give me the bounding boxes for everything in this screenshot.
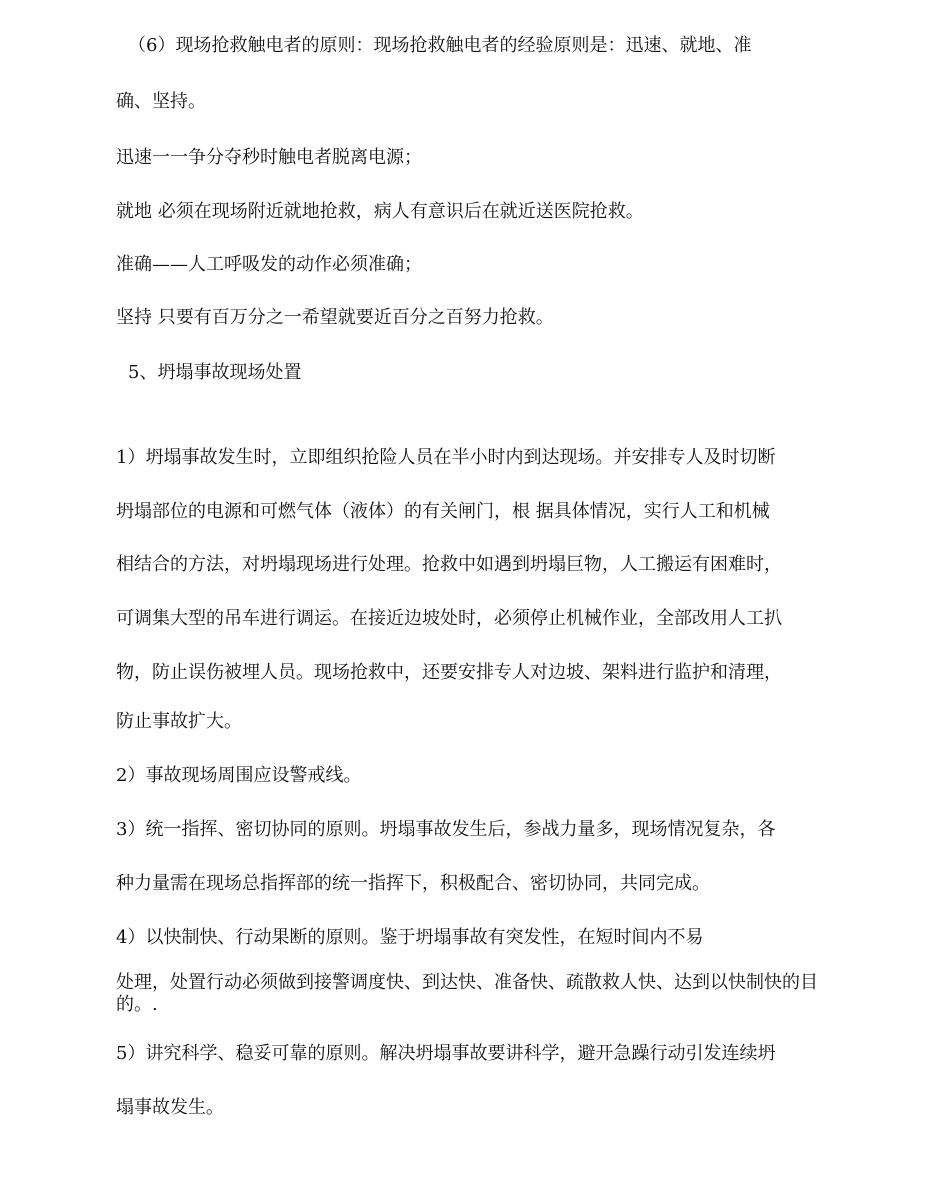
- collapse-para3-line2: 种力量需在现场总指挥部的统一指挥下，积极配合、密切协同，共同完成。: [116, 873, 710, 894]
- collapse-para5-line2: 塌事故发生。: [116, 1097, 224, 1118]
- collapse-para1-line5: 物，防止误伤被埋人员。现场抢救中，还要安排专人对边坡、架料进行监护和清理，: [116, 662, 782, 683]
- section6-heading-line2: 确、坚持。: [116, 91, 206, 112]
- section6-heading-line1: （6）现场抢救触电者的原则：现场抢救触电者的经验原则是：迅速、就地、准: [128, 35, 752, 56]
- collapse-para1-line4: 可调集大型的吊车进行调运。在接近边坡处时，必须停止机械作业，全部改用人工扒: [116, 608, 782, 629]
- collapse-para2: 2）事故现场周围应设警戒线。: [116, 765, 362, 786]
- collapse-para1-line3: 相结合的方法，对坍塌现场进行处理。抢救中如遇到坍塌巨物，人工搬运有困难时，: [116, 554, 782, 575]
- principle-accurate: 准确——人工呼吸发的动作必须准确；: [116, 254, 422, 275]
- principle-persist: 坚持 只要有百万分之一希望就要近百分之百努力抢救。: [116, 307, 554, 328]
- collapse-para4-rest: 处理，处置行动必须做到接警调度快、到达快、准备快、疏散救人快、达到以快制快的目的。.: [116, 972, 818, 1015]
- principle-onsite: 就地 必须在现场附近就地抢救，病人有意识后在就近送医院抢救。: [116, 201, 644, 222]
- collapse-para1-line1: 1）坍塌事故发生时，立即组织抢险人员在半小时内到达现场。并安排专人及时切断: [116, 447, 776, 468]
- collapse-para4-line1: 4）以快制快、行动果断的原则。鉴于坍塌事故有突发性，在短时间内不易: [116, 927, 704, 948]
- collapse-para3-line1: 3）统一指挥、密切协同的原则。坍塌事故发生后，参战力量多，现场情况复杂，各: [116, 819, 776, 840]
- section5-title: 5、坍塌事故现场处置: [128, 362, 302, 383]
- collapse-para1-line6: 防止事故扩大。: [116, 711, 242, 732]
- collapse-para5-line1: 5）讲究科学、稳妥可靠的原则。解决坍塌事故要讲科学，避开急躁行动引发连续坍: [116, 1043, 776, 1064]
- collapse-para1-line2: 坍塌部位的电源和可燃气体（液体）的有关闸门，根 据具体情况，实行人工和机械: [116, 501, 770, 522]
- principle-speed: 迅速一一争分夺秒时触电者脱离电源；: [116, 147, 422, 168]
